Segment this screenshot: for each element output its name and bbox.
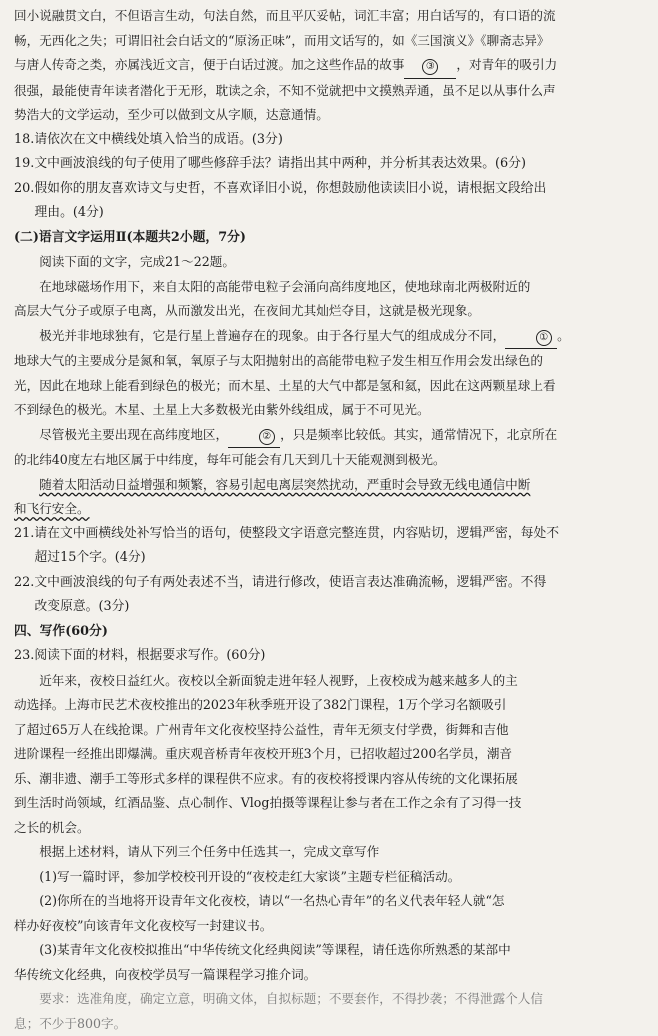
task-2-line1: (2)你所在的当地将开设青年文化夜校，请以“一名热心青年”的名义代表年轻人就“怎 bbox=[14, 889, 644, 914]
material-line2: 动选择。上海市民艺术夜校推出的2023年秋季班开设了382门课程，1万个学习名额吸引 bbox=[14, 693, 644, 718]
para2-text-a: 极光并非地球独有，它是行星上普遍存在的现象。由于各行星大气的组成成分不同， bbox=[39, 328, 505, 343]
blank-1-number: ① bbox=[536, 330, 552, 346]
para3-text-a: 尽管极光主要出现在高纬度地区， bbox=[39, 427, 228, 442]
question-19 bbox=[14, 152, 644, 177]
task-2-line2: 样办好夜校”向该青年文化夜校写一封建议书。 bbox=[14, 914, 644, 939]
passage-top-line5: 势浩大的文学运动，至少可以做到文从字顺，达意通情。 bbox=[14, 103, 644, 128]
question-18-number: 18. bbox=[14, 132, 34, 147]
question-23-number: 23. bbox=[14, 648, 34, 663]
task-3-line2: 华传统文化经典，向夜校学员写一篇课程学习推介词。 bbox=[14, 963, 644, 988]
section-2-instruction: 阅读下面的文字，完成21～22题。 bbox=[14, 250, 644, 275]
line3-text-b: ，对青年的吸引力 bbox=[456, 57, 557, 72]
blank-1 bbox=[505, 324, 557, 350]
question-22-number: 22. bbox=[14, 575, 34, 590]
passage2-para3-line2: 的北纬40度左右地区属于中纬度，每年可能会有几天到几十天能观测到极光。 bbox=[14, 448, 644, 473]
question-19-number: 19. bbox=[14, 156, 34, 171]
wavy-sentence-part2: 和飞行安全。 bbox=[14, 501, 90, 516]
passage2-para4-line1 bbox=[14, 473, 644, 498]
passage2-para2-line4: 不到绿色的极光。木星、土星上大多数极光由紫外线组成，属于不可见光。 bbox=[14, 398, 644, 423]
passage2-para2-line3: 光，因此在地球上能看到绿色的极光；而木星、土星的大气中都是氢和氦，因此在这两颗星球上看 bbox=[14, 374, 644, 399]
question-20-text-line1: 假如你的朋友喜欢诗文与史哲，不喜欢译旧小说，你想鼓励他读读旧小说，请根据文段给出 bbox=[34, 181, 546, 196]
question-21-number: 21. bbox=[14, 526, 34, 541]
wavy-sentence-part1: 随着太阳活动日益增强和频繁，容易引起电离层突然扰动，严重时会导致无线电通信中断 bbox=[39, 477, 530, 492]
question-23 bbox=[14, 644, 644, 669]
question-22 bbox=[14, 571, 644, 620]
passage-top-line1: 回小说融贯文白，不但语言生动，句法自然，而且平仄妥帖，词汇丰富；用白话写的，有口语的流 bbox=[14, 4, 644, 29]
question-21-text-line1: 请在文中画横线处补写恰当的语句，使整段文字语意完整连贯，内容贴切，逻辑严密，每处不 bbox=[34, 526, 559, 541]
blank-2 bbox=[228, 423, 280, 449]
blank-3-number: ③ bbox=[422, 59, 438, 75]
line3-text-a: 与唐人传奇之类，亦属浅近文言，便于白话过渡。加之这些作品的故事 bbox=[14, 57, 404, 72]
material-line1: 近年来，夜校日益红火。夜校以全新面貌走进年轻人视野，上夜校成为越来越多人的主 bbox=[14, 669, 644, 694]
passage-top-line2: 畅，无西化之失；可谓旧社会白话文的“原汤正味”，而用文话写的，如《三国演义》《聊斋志异》 bbox=[14, 29, 644, 54]
question-20 bbox=[14, 177, 644, 226]
passage2-para2-line1 bbox=[14, 324, 644, 350]
passage2-para4-line2 bbox=[14, 497, 644, 522]
question-22-text-line1: 文中画波浪线的句子有两处表述不当，请进行修改，使语言表达准确流畅，逻辑严密。不得 bbox=[34, 575, 546, 590]
material-line6: 到生活时尚领域，红酒品鉴、点心制作、Vlog拍摄等课程让参与者在工作之余有了习得一技 bbox=[14, 791, 644, 816]
question-18 bbox=[14, 128, 644, 153]
blank-3 bbox=[404, 53, 456, 79]
material-line3: 了超过65万人在线抢课。广州青年文化夜校坚持公益性，青年无须支付学费，街舞和吉他 bbox=[14, 718, 644, 743]
question-21 bbox=[14, 522, 644, 571]
question-23-instruction: 阅读下面的材料，根据要求写作。(60分) bbox=[34, 648, 265, 663]
task-3-line1: (3)某青年文化夜校拟推出“中华传统文化经典阅读”等课程，请任选你所熟悉的某部中 bbox=[14, 938, 644, 963]
passage-top-line3 bbox=[14, 53, 644, 79]
material-line7: 之长的机会。 bbox=[14, 816, 644, 841]
task-1: (1)写一篇时评，参加学校校刊开设的“夜校走红大家谈”主题专栏征稿活动。 bbox=[14, 865, 644, 890]
material-line4: 进阶课程一经推出即爆满。重庆观音桥青年夜校开班3个月，已招收超过200名学员，潮音 bbox=[14, 742, 644, 767]
blank-2-number: ② bbox=[259, 429, 275, 445]
passage-top-line4: 很强，最能使青年读者潜化于无形，耽读之余，不知不觉就把中文摸熟弄通，虽不足以从事什么声 bbox=[14, 79, 644, 104]
passage2-para2-line2: 地球大气的主要成分是氮和氧，氧原子与太阳抛射出的高能带电粒子发生相互作用会发出绿色的 bbox=[14, 349, 644, 374]
question-20-number: 20. bbox=[14, 181, 34, 196]
question-19-text: 文中画波浪线的句子使用了哪些修辞手法？请指出其中两种，并分析其表达效果。(6分) bbox=[34, 156, 526, 171]
task-intro: 根据上述材料，请从下列三个任务中任选其一，完成文章写作 bbox=[14, 840, 644, 865]
passage2-para1-line1: 在地球磁场作用下，来自太阳的高能带电粒子会涌向高纬度地区，使地球南北两极附近的 bbox=[14, 275, 644, 300]
para3-text-b: ，只是频率比较低。其实，通常情况下，北京所在 bbox=[280, 427, 557, 442]
section-4-title: 四、写作(60分) bbox=[14, 620, 644, 645]
question-22-text-line2: 改变原意。(3分) bbox=[14, 595, 644, 620]
material-line5: 乐、潮非遗、潮手工等形式多样的课程供不应求。有的夜校将授课内容从传统的文化课拓展 bbox=[14, 767, 644, 792]
requirements-line2: 息；不少于800字。 bbox=[14, 1012, 644, 1036]
para2-text-b: 。 bbox=[557, 328, 570, 343]
passage2-para1-line2: 高层大气分子或原子电离，从而激发出光，在夜间尤其灿烂夺目，这就是极光现象。 bbox=[14, 299, 644, 324]
question-21-text-line2: 超过15个字。(4分) bbox=[14, 546, 644, 571]
section-2-title: (二)语言文字运用Ⅱ(本题共2小题，7分) bbox=[14, 226, 644, 251]
requirements-line1: 要求：选准角度，确定立意，明确文体，自拟标题；不要套作，不得抄袭；不得泄露个人信 bbox=[14, 987, 644, 1012]
question-18-text: 请依次在文中横线处填入恰当的成语。(3分) bbox=[34, 132, 282, 147]
question-20-text-line2: 理由。(4分) bbox=[14, 201, 644, 226]
passage2-para3-line1 bbox=[14, 423, 644, 449]
